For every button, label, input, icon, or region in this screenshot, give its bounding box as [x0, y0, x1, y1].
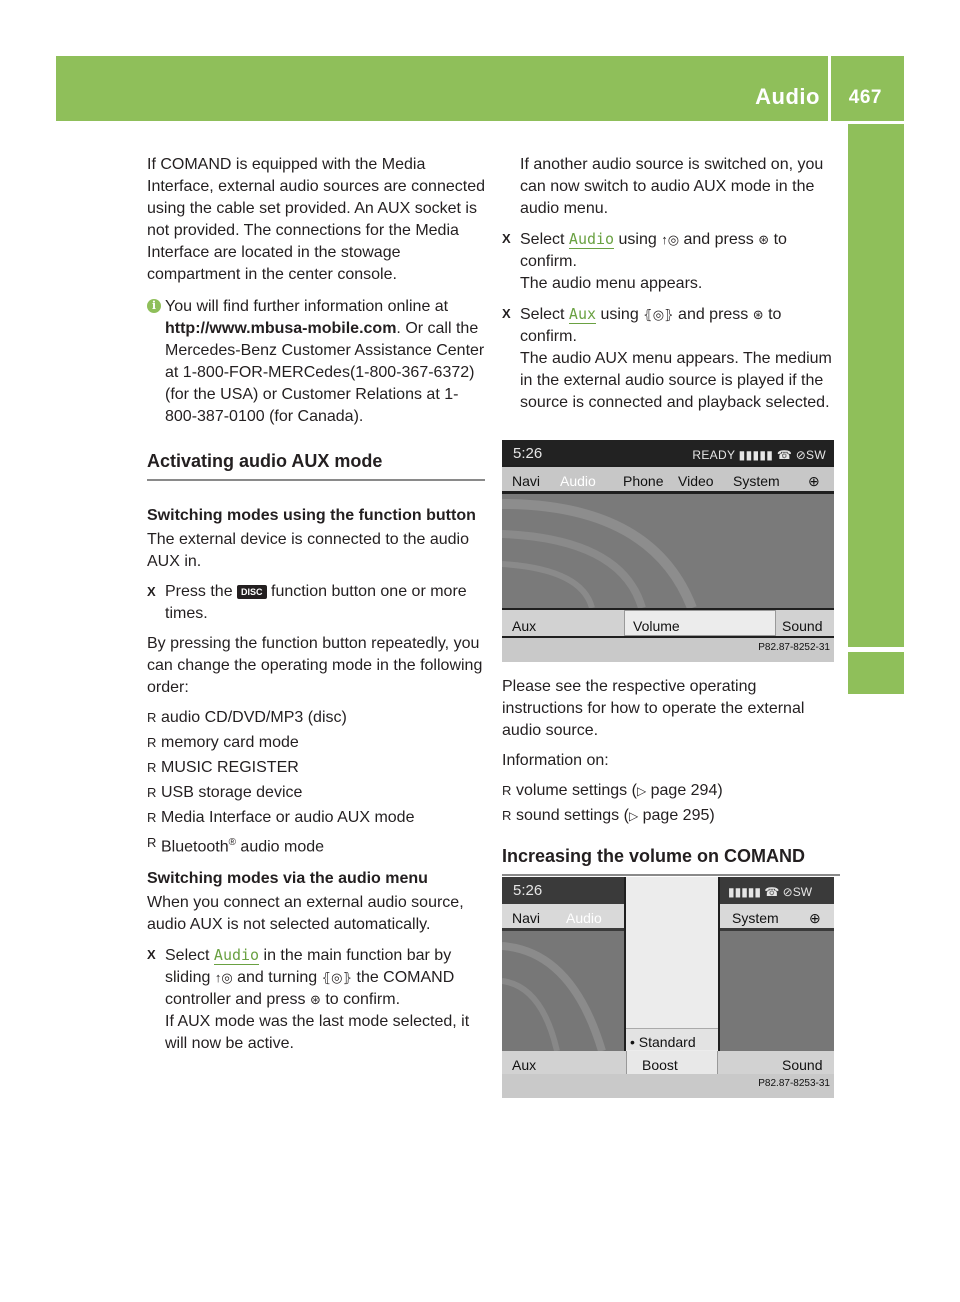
step-text: and press [679, 231, 759, 248]
menu-item-phone[interactable]: Phone [623, 473, 664, 489]
info-url-link[interactable]: http://www.mbusa-mobile.com [165, 320, 397, 337]
step-select-aux [502, 303, 840, 414]
device-connected-text: The external device is connected to the audio AUX in. [147, 531, 469, 570]
softkey-sound[interactable]: Sound [782, 618, 823, 634]
info-text-start: You will find further information online at [165, 298, 449, 315]
bullet-marker: R [147, 760, 157, 775]
screen-footer [502, 1074, 834, 1098]
header-separator [828, 56, 831, 121]
list-item-text: page 295) [638, 807, 715, 824]
aux-softkey-label: Aux [568, 305, 597, 323]
registered-mark: ® [228, 837, 236, 848]
heading-function-button: Switching modes using the function button [147, 507, 476, 524]
section-title: Audio [755, 84, 820, 109]
step-press-disc [147, 581, 485, 625]
list-item [147, 807, 485, 829]
menu-item-system[interactable]: System [732, 910, 779, 926]
list-item-text: Media Interface or audio AUX mode [161, 809, 415, 826]
right-column-lower [502, 676, 840, 900]
list-item [502, 780, 840, 802]
header-bar [56, 56, 904, 121]
softkey-aux[interactable]: Aux [512, 618, 537, 634]
option-standard-label: • Standard [630, 1034, 696, 1050]
list-item [502, 805, 840, 827]
page-number: 467 [848, 87, 882, 108]
bullet-marker: R [502, 783, 512, 798]
heading-audio-menu: Switching modes via the audio menu [147, 870, 428, 888]
list-item-text: USB storage device [161, 784, 303, 801]
list-item [147, 782, 485, 804]
see-instructions-text: Please see the respective operating instructions for how to operate the external audio source. [502, 678, 805, 739]
intro-paragraph: If COMAND is equipped with the Media Interface, external audio sources are connected using the cable set provided. An AUX socket is not provided. The connections for the Media Interface are located in the stowage compartment in the center console. [147, 156, 485, 283]
list-item [147, 832, 485, 858]
list-item [147, 707, 485, 729]
bullet-marker: R [147, 710, 157, 725]
heading-activating-aux: Activating audio AUX mode [147, 450, 485, 481]
softkey-sound[interactable]: Sound [782, 1057, 823, 1073]
switch-source-text: If another audio source is switched on, you can now switch to audio AUX mode in the audio menu. [520, 156, 824, 217]
list-item-text: memory card mode [161, 734, 299, 751]
step-marker: X [147, 584, 156, 599]
step-text: and turning [232, 969, 322, 987]
step-text: to confirm. [520, 231, 787, 270]
list-item-text: Bluetooth [161, 838, 229, 856]
turn-controller-icon: ⦃◎⦄ [643, 307, 674, 322]
globe-icon[interactable]: ⊕ [809, 910, 821, 926]
info-icon: i [147, 299, 161, 313]
press-controller-icon: ⊛ [752, 307, 764, 322]
menu-item-video[interactable]: Video [678, 473, 714, 489]
step-text: Select [520, 306, 569, 323]
bullet-marker: R [147, 810, 157, 825]
status-indicators: READY ▮▮▮▮▮ ☎ ⊘SW [692, 448, 826, 462]
display-area [502, 494, 834, 608]
main-function-bar [502, 467, 834, 491]
list-item [147, 732, 485, 754]
bullet-marker: R [502, 808, 512, 823]
page-ref-arrow-icon: ▷ [628, 809, 639, 823]
chapter-tab-divider [848, 121, 904, 124]
list-item-text: MUSIC REGISTER [161, 759, 299, 776]
step-select-audio [147, 944, 485, 1055]
sound-wave-graphic [502, 931, 624, 1051]
list-item-text: page 294) [646, 782, 723, 799]
chapter-marker [848, 652, 904, 694]
softkey-volume[interactable] [624, 610, 776, 636]
press-controller-icon: ⊛ [758, 232, 770, 247]
audio-softkey-label: Audio [213, 946, 260, 965]
step-note: The audio menu appears. [520, 275, 703, 292]
order-list [147, 707, 485, 858]
step-text: using [614, 231, 662, 248]
menu-item-navi[interactable]: Navi [512, 910, 541, 926]
screen-footer [502, 638, 834, 662]
info-on-text: Information on: [502, 752, 609, 769]
order-intro-text: By pressing the function button repeatedly, you can change the operating mode in the following order: [147, 635, 483, 696]
chapter-tab [848, 121, 904, 647]
slide-controller-icon: ↑◎ [661, 232, 680, 247]
list-item [147, 757, 485, 779]
step-text: to confirm. [320, 991, 401, 1009]
bullet-marker: R [147, 785, 157, 800]
step-text: function button one or more times. [165, 583, 467, 622]
image-code: P82.87-8252-31 [758, 642, 830, 653]
status-indicators: ▮▮▮▮▮ ☎ ⊘SW [728, 885, 813, 899]
globe-icon[interactable]: ⊕ [808, 473, 820, 489]
clock: 5:26 [513, 882, 543, 899]
left-column [147, 154, 485, 1063]
page-ref-arrow-icon: ▷ [636, 784, 647, 798]
chapter-label: COMAND [10, 412, 40, 535]
step-text: Press the [165, 583, 238, 600]
step-text: using [596, 306, 644, 323]
step-marker: X [147, 947, 156, 963]
slide-controller-icon: ↑◎ [214, 970, 233, 986]
clock: 5:26 [513, 445, 543, 462]
right-column [502, 154, 840, 422]
softkey-aux[interactable]: Aux [512, 1057, 537, 1073]
right-display [720, 931, 834, 1051]
audio-softkey-label: Audio [568, 230, 615, 248]
status-bar [502, 440, 834, 465]
step-text: Select [520, 231, 569, 248]
step-text: to confirm. [520, 306, 782, 345]
image-code: P82.87-8253-31 [758, 1078, 830, 1089]
step-text: the COMAND controller and press [165, 969, 455, 1009]
menu-item-audio[interactable]: Audio [560, 473, 596, 489]
step-text: Select [165, 947, 214, 965]
step-note: The audio AUX menu appears. The medium in the external audio source is played if the source is connected and playback selected. [520, 350, 832, 411]
step-text: and press [673, 306, 753, 323]
press-controller-icon: ⊛ [309, 992, 321, 1008]
connect-text: When you connect an external audio source, audio AUX is not selected automatically. [147, 894, 464, 934]
turn-controller-icon: ⦃◎⦄ [321, 970, 353, 986]
heading-increasing-volume: Increasing the volume on COMAND [502, 845, 840, 876]
step-select-audio-menu [502, 228, 840, 295]
bullet-marker: R [147, 835, 157, 850]
step-note: If AUX mode was the last mode selected, it will now be active. [165, 1013, 470, 1053]
left-display [502, 931, 624, 1051]
option-standard[interactable] [626, 1028, 718, 1050]
screen-volume [502, 877, 834, 1098]
step-marker: X [502, 306, 511, 321]
list-item-text: audio mode [235, 838, 325, 856]
softkey-boost-label: Boost [642, 1057, 678, 1073]
menu-item-audio[interactable]: Audio [566, 910, 602, 926]
step-marker: X [502, 231, 511, 246]
list-item-text: sound settings ( [516, 807, 629, 824]
menu-item-system[interactable]: System [733, 473, 780, 489]
list-item-text: audio CD/DVD/MP3 (disc) [161, 709, 347, 726]
step-text: in the main function bar by sliding [165, 947, 452, 987]
softkey-volume-label: Volume [633, 618, 680, 634]
info-text-end: . Or call the Mercedes-Benz Customer Assistance Center at 1-800-FOR-MERCedes(1-800-367-6372) (for the USA) or Customer Relations at 1-800-387-0100 (for Canada). [165, 320, 485, 425]
screen-audio-aux [502, 440, 834, 662]
bullet-marker: R [147, 735, 157, 750]
info-note [147, 296, 485, 428]
list-item-text: volume settings ( [516, 782, 637, 799]
menu-item-navi[interactable]: Navi [512, 473, 541, 489]
sound-wave-graphic [502, 494, 834, 608]
disc-key-icon: DISC [237, 585, 267, 599]
